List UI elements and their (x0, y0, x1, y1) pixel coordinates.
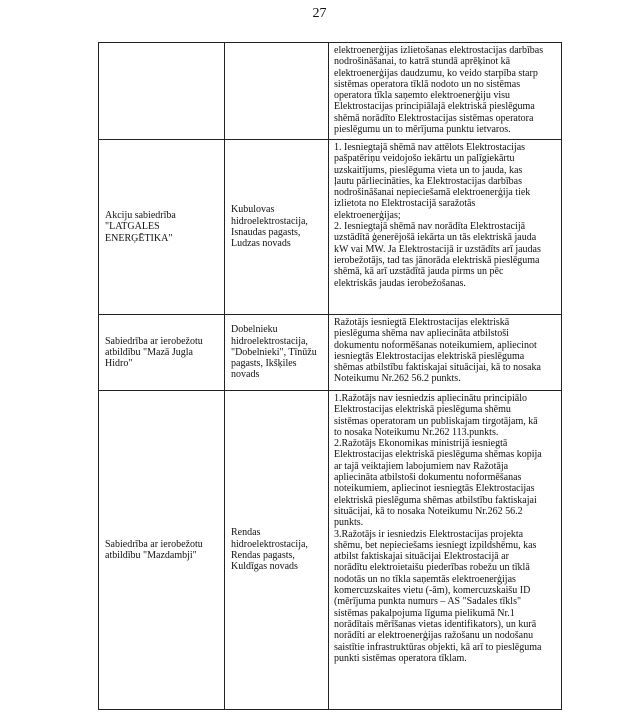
table-row (99, 391, 562, 710)
page-number: 27 (312, 6, 327, 21)
object-cell (225, 43, 329, 140)
object-cell: Rendas hidroelektrostacija, Rendas pagasts, Kuldīgas novads (225, 391, 329, 710)
company-cell (99, 43, 225, 140)
findings-table (98, 42, 562, 710)
table-row (99, 140, 562, 315)
company-cell: Sabiedrība ar ierobežotu atbildību "Mazdambji" (99, 391, 225, 710)
object-cell: Kubulovas hidroelektrostacija, Isnaudas pagasts, Ludzas novads (225, 140, 329, 315)
findings-cell: 1. Iesniegtajā shēmā nav attēlots Elektrostacijas pašpatēriņu veidojošo iekārtu un palīgiekārtu uzskaitījums, pieslēguma vieta un to jauda, kas ļautu pārliecināties, ka Elektrostacijas darbības nodrošināšanai nepieciešamā elektroenerģija tiek izlietota no Elektrostacijā saražotās elektroenerģijas; 2. Iesniegtajā shēmā nav norādīta Elektrostacijā uzstādītā ģenerējošā iekārta un tās elektriskā jauda kW vai MW. Ja Elektrostacijā ir uzstādīts arī jaudas ierobežotājs, tad tas jānorāda elektriskā pieslēguma shēmā, kā arī uzstādītā jauda pirms un pēc elektriskās jaudas ierobežošanas. (329, 140, 562, 315)
findings-cell: elektroenerģijas izlietošanas elektrostacijas darbības nodrošināšanai, to katrā stundā aprēķinot kā elektroenerģijas daudzumu, ko veido starpība starp sistēmas operatora tīklā nodoto un no sistēmas operatora tīkla saņemto elektroenerģiju visu Elektrostacijas principiālajā elektriskā pieslēguma shēmā norādīto Elektrostacijas sistēmas operatora pieslēgumu un to mērījuma punktu ietvaros. (329, 43, 562, 140)
findings-cell: 1.Ražotājs nav iesniedzis apliecinātu principiālo Elektrostacijas elektriskā pieslēguma shēmu sistēmas operatoram un publiskajam tirgotājam, kā to nosaka Noteikumu Nr.262 113.punkts. 2.Ražotājs Ekonomikas ministrijā iesniegtā Elektrostacijas elektriskā pieslēguma shēmas kopija ar tajā veiktajiem labojumiem nav Ražotāja apliecināta atbilstoši dokumentu noformēšanas noteikumiem, apliecinot iesniegtās Elektrostacijas elektriskā pieslēguma shēmas atbilstību faktiskajai situācijai, kā to nosaka Noteikumu Nr.262 56.2 punkts. 3.Ražotājs ir iesniedzis Elektrostacijas projekta shēmu, bet nepieciešams iesniegt izpildshēmu, kas atbilst faktiskajai situācijai Elektrostacijā ar norādītu elektroietaišu piederības robežu un tīklā nodotās un no tīkla saņemtās elektroenerģijas komercuzskaites vietu (-ām), komercuzskaišu ID (mērījuma punkta numurs – AS "Sadales tīkls" sistēmas pakalpojuma līguma pielikumā Nr.1 norādītais mērīšanas vietas identifikators), un kurā norādīti ar elektroenerģijas ražošanu un nodošanu saistītie infrastruktūras objekti, kā arī to pieslēguma punkti sistēmas operatora tīklam. (329, 391, 562, 710)
company-cell: Akciju sabiedrība "LATGALES ENERĢĒTIKA" (99, 140, 225, 315)
company-cell: Sabiedrība ar ierobežotu atbildību "Mazā Jugla Hidro" (99, 315, 225, 391)
object-cell: Dobelnieku hidroelektrostacija, "Dobelnieki", Tīnūžu pagasts, Ikšķiles novads (225, 315, 329, 391)
table-row (99, 315, 562, 391)
findings-cell: Ražotājs iesniegtā Elektrostacijas elektriskā pieslēguma shēma nav apliecināta atbilstoši dokumentu noformēšanas noteikumiem, apliecinot iesniegtās Elektrostacijas elektriskā pieslēguma shēmas atbilstību faktiskajai situācijai, kā to nosaka Noteikumu Nr.262 56.2 punkts. (329, 315, 562, 391)
table-row (99, 43, 562, 140)
